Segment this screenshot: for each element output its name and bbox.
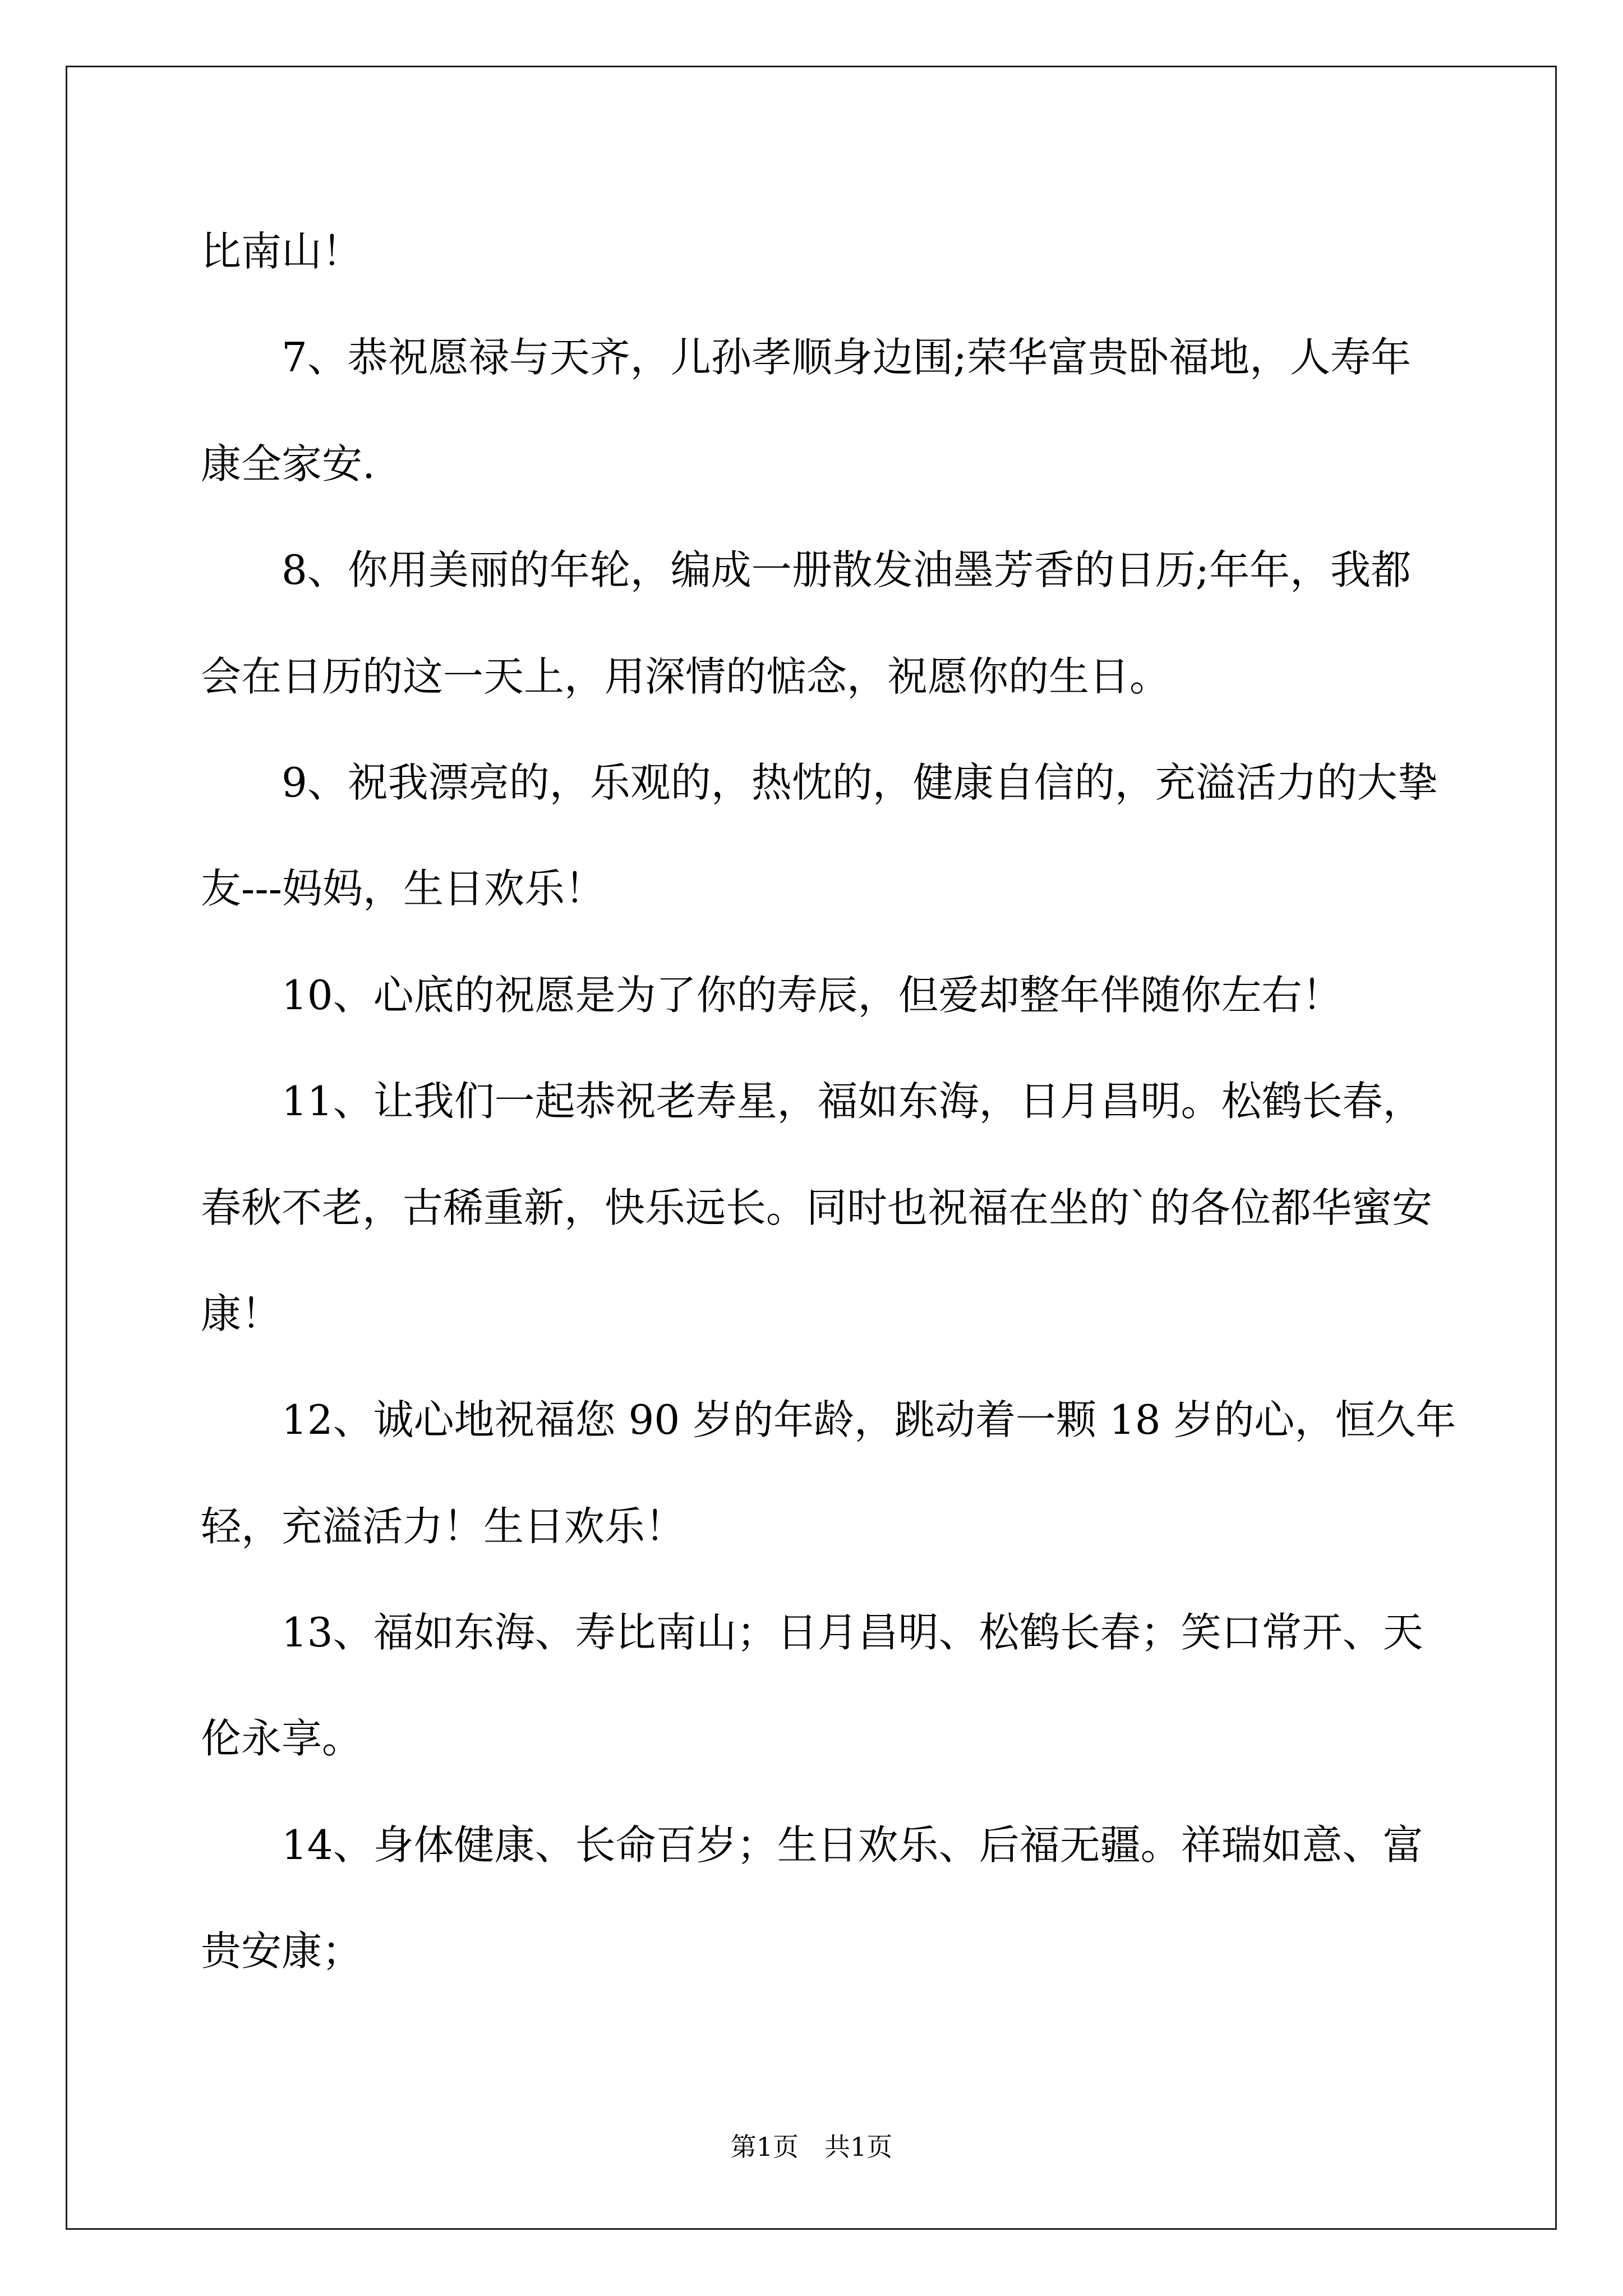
text-line: 11、让我们一起恭祝老寿星，福如东海，日月昌明。松鹤长春， — [282, 1078, 1423, 1125]
paragraph-13 — [201, 1580, 1491, 1792]
text-line: 7、恭祝愿禄与天齐，儿孙孝顺身边围;荣华富贵卧福地，人寿年 — [282, 334, 1412, 381]
paragraph-continuation — [201, 199, 1491, 305]
paragraph-14 — [201, 1792, 1491, 2005]
text-line: 友---妈妈，生日欢乐！ — [201, 865, 605, 913]
text-line: 9、祝我漂亮的，乐观的，热忱的，健康自信的，充溢活力的大挚 — [282, 758, 1438, 806]
page-number: 第1页 共1页 — [730, 2132, 893, 2162]
text-line: 康全家安. — [201, 440, 375, 487]
paragraph-11 — [201, 1048, 1491, 1367]
text-line: 会在日历的这一天上，用深情的惦念，祝愿你的生日。 — [201, 652, 1170, 700]
text-line: 贵安康； — [201, 1927, 363, 1975]
text-line: 10、心底的祝愿是为了你的寿辰，但爱却整年伴随你左右！ — [282, 971, 1343, 1019]
document-body — [201, 199, 1491, 2005]
text-line: 轻，充溢活力！生日欢乐！ — [201, 1502, 686, 1550]
text-line: 8、你用美丽的年轮，编成一册散发油墨芳香的日历;年年，我都 — [282, 546, 1412, 594]
text-line: 14、身体健康、长命百岁；生日欢乐、后福无疆。祥瑞如意、富 — [282, 1821, 1423, 1869]
text-line: 伦永享。 — [201, 1715, 363, 1763]
paragraph-12 — [201, 1367, 1491, 1580]
text-line: 康！ — [201, 1290, 282, 1337]
paragraph-7 — [201, 305, 1491, 517]
paragraph-9 — [201, 730, 1491, 942]
paragraph-8 — [201, 517, 1491, 730]
text-line: 12、诚心地祝福您 90 岁的年龄，跳动着一颗 18 岁的心，恒久年 — [282, 1396, 1456, 1444]
text-line: 比南山！ — [201, 228, 363, 275]
paragraph-10 — [201, 942, 1491, 1048]
text-line: 春秋不老，古稀重新，快乐远长。同时也祝福在坐的`的各位都华蜜安 — [201, 1184, 1433, 1231]
text-line: 13、福如东海、寿比南山；日月昌明、松鹤长春；笑口常开、天 — [282, 1609, 1423, 1657]
